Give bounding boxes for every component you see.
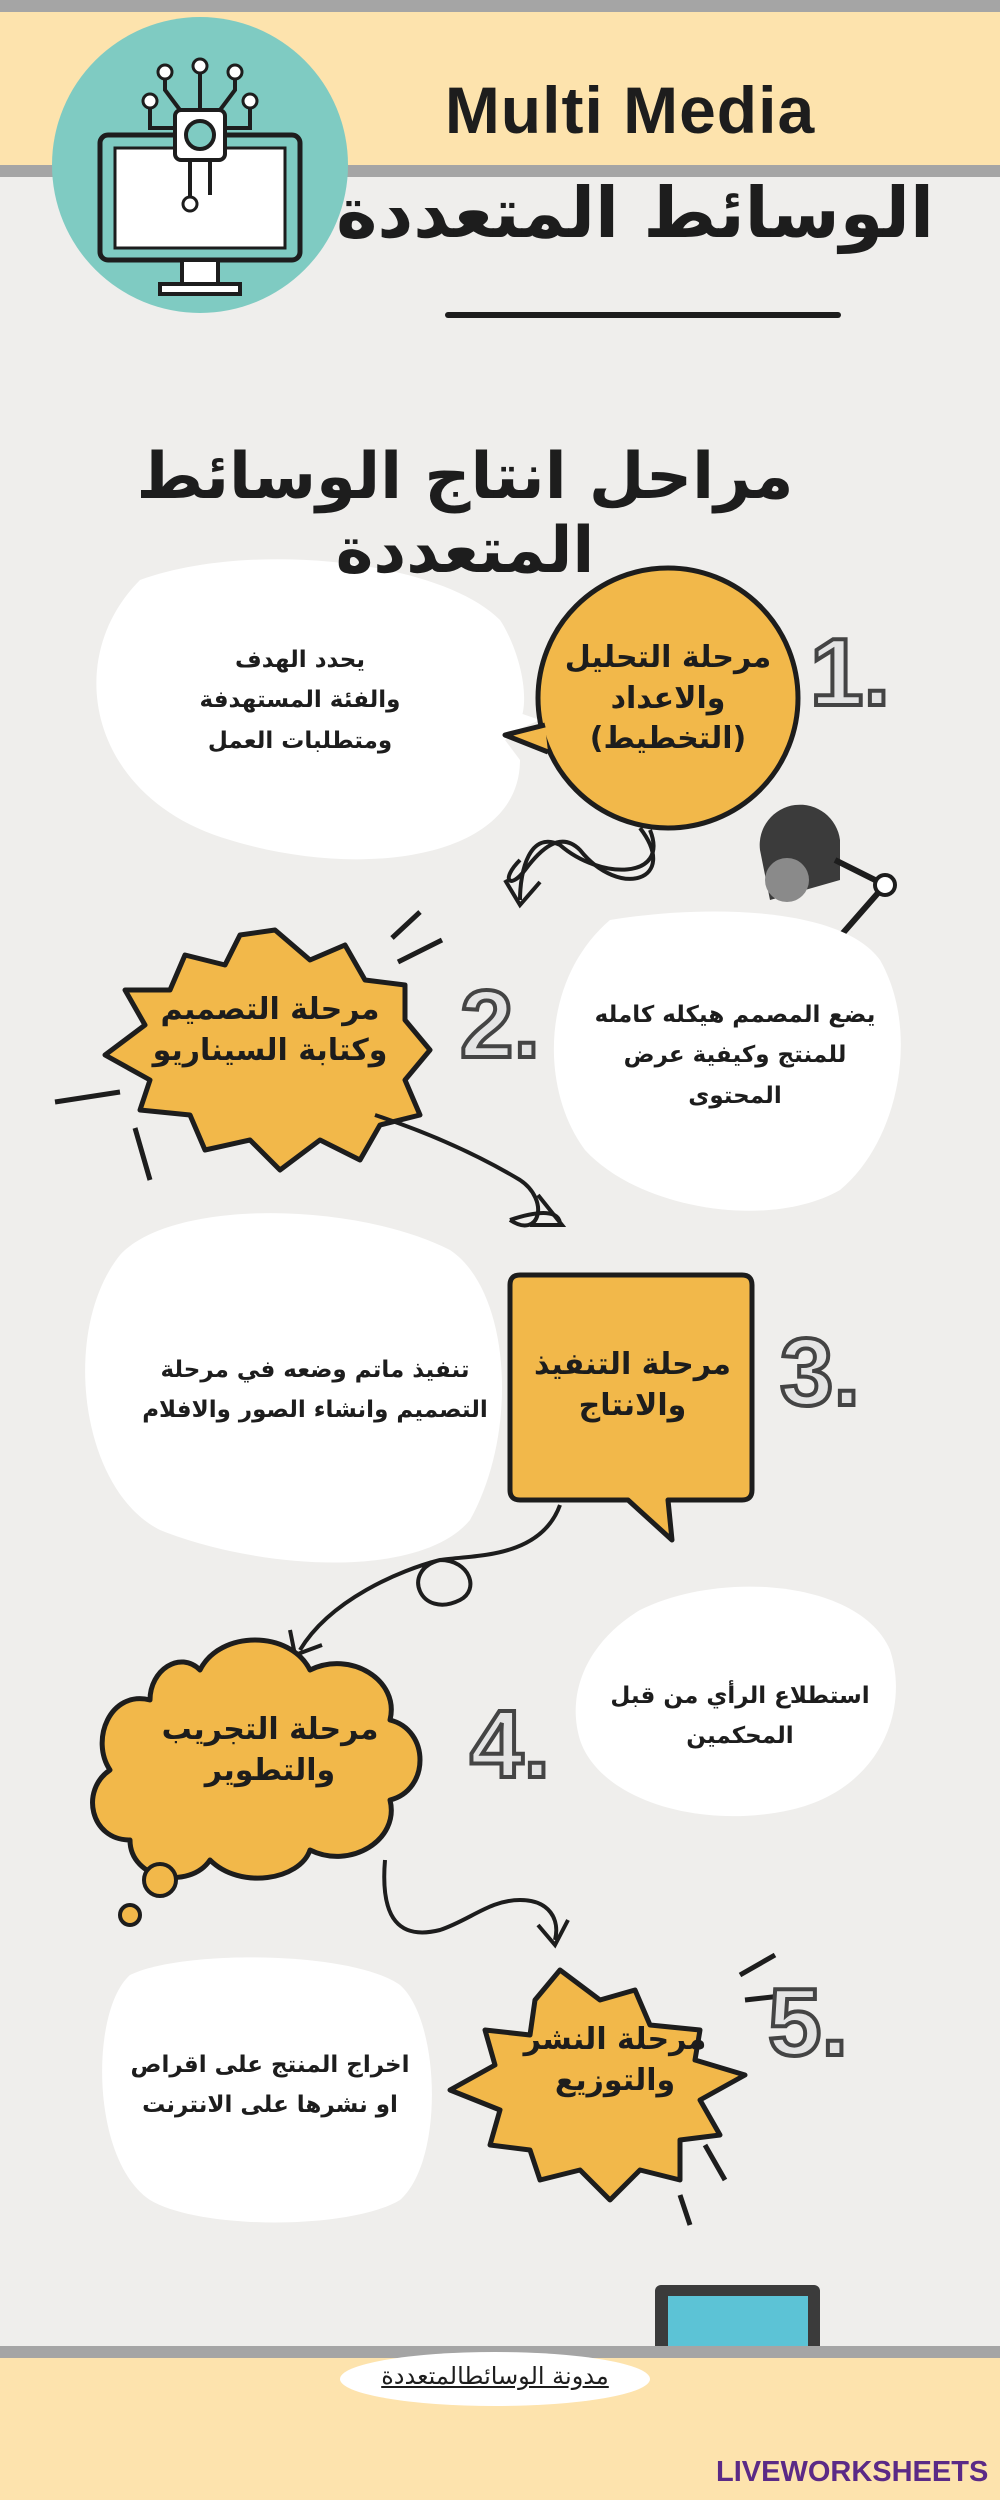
stage5-label-line: والتوزيع xyxy=(554,2062,676,2098)
stage2-label-line: مرحلة التصميم xyxy=(160,992,380,1027)
blog-link[interactable]: مدونة الوسائطالمتعددة xyxy=(381,2362,609,2390)
stage4-desc-line: استطلاع الرأي من قبل xyxy=(610,1683,870,1709)
stage2-label-line: وكتابة السيناريو xyxy=(152,1032,388,1068)
stage1-label xyxy=(548,638,788,760)
stage4-label-line: مرحلة التجريب xyxy=(161,1712,379,1747)
stage4-number: 4. xyxy=(470,1691,551,1798)
stage1-desc-line: يحدد الهدف xyxy=(234,647,365,673)
stage5-description xyxy=(120,2045,420,2126)
stage1-label-line: مرحلة التحليل xyxy=(564,640,772,675)
stage1-label-line: والاعداد xyxy=(610,680,726,716)
title-english: Multi Media xyxy=(444,73,816,147)
stage3-desc-line: تنفيذ ماتم وضعه في مرحلة xyxy=(160,1357,470,1383)
stage1-label-line: (التخطيط) xyxy=(589,721,747,756)
stage1-desc-line: والفئة المستهدفة xyxy=(199,687,401,714)
stage5-desc-line: او نشرها على الانترنت xyxy=(142,2092,398,2119)
stage3-label xyxy=(515,1345,750,1426)
stage4-desc-line: المحكمين xyxy=(686,1723,794,1750)
stage1-desc-line: ومتطلبات العمل xyxy=(207,727,393,754)
computer-chip-icon xyxy=(52,17,348,313)
stage2-number: 2. xyxy=(460,971,541,1078)
stage2-label xyxy=(130,990,410,1071)
section-title: مراحل انتاج الوسائط المتعددة xyxy=(136,440,794,588)
stage2-desc-line: يضع المصمم هيكله كامله xyxy=(594,1002,876,1028)
stage3-description xyxy=(140,1350,490,1431)
stage4-label xyxy=(140,1710,400,1791)
stage1-number: 1. xyxy=(810,619,891,726)
stage5-label-line: مرحلة النشر xyxy=(523,2022,707,2057)
stage3-label-line: مرحلة التنفيذ xyxy=(534,1347,731,1382)
title-arabic: الوسائط المتعددة xyxy=(336,172,934,254)
title-underline xyxy=(445,312,841,318)
stage1-description xyxy=(150,640,450,761)
stage2-description xyxy=(575,995,895,1116)
stage5-label xyxy=(495,2020,735,2101)
stage3-number: 3. xyxy=(780,1319,861,1426)
stage3-label-line: والانتاج xyxy=(578,1387,687,1423)
liveworksheets-brand[interactable]: LIVEWORKSHEETS xyxy=(716,2456,989,2488)
stage2-desc-line: للمنتج وكيفية عرض xyxy=(623,1042,847,1069)
stage4-description xyxy=(600,1676,880,1757)
stage5-number: 5. xyxy=(768,1969,849,2076)
stage4-label-line: والتطوير xyxy=(204,1752,336,1788)
stage5-desc-line: اخراج المنتج على اقراص xyxy=(130,2052,410,2078)
stage3-desc-line: التصميم وانشاء الصور والافلام xyxy=(142,1397,488,1424)
stage2-desc-line: المحتوى xyxy=(688,1082,782,1109)
